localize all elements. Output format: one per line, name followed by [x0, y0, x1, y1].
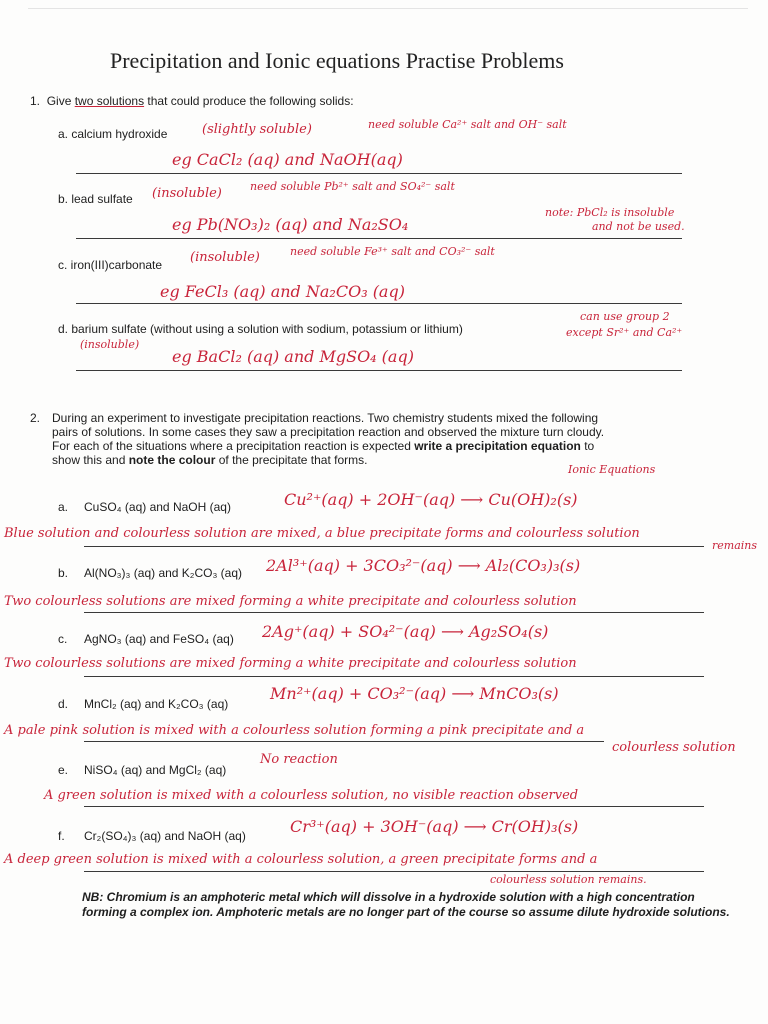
- q2d-label: d.: [58, 697, 69, 711]
- q2f-equation: Cr³⁺(aq) + 3OH⁻(aq) ⟶ Cr(OH)₃(s): [290, 817, 579, 836]
- q1a-answer-line: [76, 173, 682, 174]
- q2-line-2: pairs of solutions. In some cases they saw a precipitation reaction and observed the mixture turn cloudy.: [52, 425, 605, 439]
- q1b-solubility-note: (insoluble): [152, 186, 222, 201]
- q2e-answer-line: [84, 806, 704, 807]
- q2f-answer-line: [84, 871, 704, 872]
- q1d-label: d. barium sulfate (without using a solution with sodium, potassium or lithium): [58, 322, 463, 336]
- q2-instructions: [52, 411, 722, 467]
- q2c-observation: Two colourless solutions are mixed forming a white precipitate and colourless solution: [4, 656, 577, 671]
- q2d-equation: Mn²⁺(aq) + CO₃²⁻(aq) ⟶ MnCO₃(s): [270, 684, 559, 703]
- q2c-pair: AgNO₃ (aq) and FeSO₄ (aq): [84, 632, 234, 646]
- q2d-observation-cont: colourless solution: [612, 740, 736, 755]
- q2f-pair: Cr₂(SO₄)₃ (aq) and NaOH (aq): [84, 829, 246, 843]
- page-title: Precipitation and Ionic equations Practise Problems: [110, 48, 564, 73]
- q1d-side-note-1: can use group 2: [580, 310, 670, 323]
- q1a-requirement-note: need soluble Ca²⁺ salt and OH⁻ salt: [368, 118, 567, 131]
- q2a-equation: Cu²⁺(aq) + 2OH⁻(aq) ⟶ Cu(OH)₂(s): [284, 490, 578, 509]
- q2e-equation: No reaction: [260, 752, 338, 767]
- q1-prompt-underlined: two solutions: [74, 94, 145, 108]
- q2-line-3-bold: write a precipitation equation: [414, 439, 581, 453]
- q2a-answer-line: [84, 546, 704, 547]
- q2-number: 2.: [30, 411, 41, 425]
- q2b-answer-line: [84, 612, 704, 613]
- q2b-pair: Al(NO₃)₃ (aq) and K₂CO₃ (aq): [84, 566, 243, 580]
- q2d-observation: A pale pink solution is mixed with a colourless solution forming a pink precipitate and a: [4, 723, 585, 738]
- q1c-label: c. iron(III)carbonate: [58, 258, 163, 272]
- top-edge-rule: [28, 8, 748, 9]
- q2c-label: c.: [58, 632, 68, 646]
- q1b-answer: eg Pb(NO₃)₂ (aq) and Na₂SO₄: [172, 215, 409, 234]
- q2c-answer-line: [84, 676, 704, 677]
- q1b-requirement-note: need soluble Pb²⁺ salt and SO₄²⁻ salt: [250, 180, 455, 193]
- q1b-side-note-2: and not be used.: [592, 220, 685, 233]
- q2a-label: a.: [58, 500, 69, 514]
- q1b-answer-line: [76, 238, 682, 239]
- q1a-answer: eg CaCl₂ (aq) and NaOH(aq): [172, 150, 403, 169]
- q2a-observation-cont: remains: [712, 539, 758, 552]
- q1d-side-note-2: except Sr²⁺ and Ca²⁺: [566, 326, 683, 339]
- q2b-equation: 2Al³⁺(aq) + 3CO₃²⁻(aq) ⟶ Al₂(CO₃)₃(s): [266, 556, 581, 575]
- q1c-answer: eg FeCl₃ (aq) and Na₂CO₃ (aq): [160, 282, 405, 301]
- q2-line-3-end: to: [580, 439, 595, 453]
- q2f-observation: A deep green solution is mixed with a colourless solution, a green precipitate forms and a: [4, 852, 598, 867]
- q1-number: 1.: [30, 94, 41, 108]
- q2c-equation: 2Ag⁺(aq) + SO₄²⁻(aq) ⟶ Ag₂SO₄(s): [262, 622, 549, 641]
- q1a-label: a. calcium hydroxide: [58, 127, 168, 141]
- q1c-solubility-note: (insoluble): [190, 250, 260, 265]
- q1d-answer: eg BaCl₂ (aq) and MgSO₄ (aq): [172, 347, 414, 366]
- q2-line-3: [52, 439, 722, 453]
- q2d-answer-line: [84, 741, 604, 742]
- q2-ionic-equations-note: Ionic Equations: [568, 463, 656, 476]
- q1d-solubility-note: (insoluble): [80, 338, 140, 351]
- q2b-label: b.: [58, 566, 69, 580]
- nb-note: NB: Chromium is an amphoteric metal which will dissolve in a hydroxide solution with a high concentration forming a complex ion. Amphoteric metals are no longer part of the course so assume dilute hydroxide solutions.: [82, 890, 730, 919]
- q2-line-4-text: show this and: [52, 453, 129, 467]
- q1-prompt-start: Give: [46, 94, 75, 108]
- q1d-answer-line: [76, 370, 682, 371]
- q1a-solubility-note: (slightly soluble): [202, 122, 312, 137]
- q1-prompt-end: that could produce the following solids:: [144, 94, 354, 108]
- q2f-label: f.: [58, 829, 65, 843]
- q2f-observation-cont: colourless solution remains.: [490, 873, 647, 886]
- q2b-observation: Two colourless solutions are mixed forming a white precipitate and colourless solution: [4, 594, 577, 609]
- q2a-pair: CuSO₄ (aq) and NaOH (aq): [84, 500, 231, 514]
- q1b-side-note-1: note: PbCl₂ is insoluble: [545, 206, 675, 219]
- q2d-pair: MnCl₂ (aq) and K₂CO₃ (aq): [84, 697, 229, 711]
- q1c-answer-line: [76, 303, 682, 304]
- q2-line-4-end: of the precipitate that forms.: [215, 453, 368, 467]
- q1b-label: b. lead sulfate: [58, 192, 133, 206]
- q2-line-3-text: For each of the situations where a precipitation reaction is expected: [52, 439, 415, 453]
- q1-prompt: [30, 94, 354, 108]
- q1c-requirement-note: need soluble Fe³⁺ salt and CO₃²⁻ salt: [290, 245, 495, 258]
- q2-line-1: During an experiment to investigate precipitation reactions. Two chemistry students mixed the following: [52, 411, 599, 425]
- q2e-observation: A green solution is mixed with a colourless solution, no visible reaction observed: [44, 788, 579, 803]
- q2e-pair: NiSO₄ (aq) and MgCl₂ (aq): [84, 763, 227, 777]
- q2a-observation: Blue solution and colourless solution are mixed, a blue precipitate forms and colourless solution: [4, 526, 640, 541]
- q2-line-4-bold: note the colour: [128, 453, 216, 467]
- q2e-label: e.: [58, 763, 69, 777]
